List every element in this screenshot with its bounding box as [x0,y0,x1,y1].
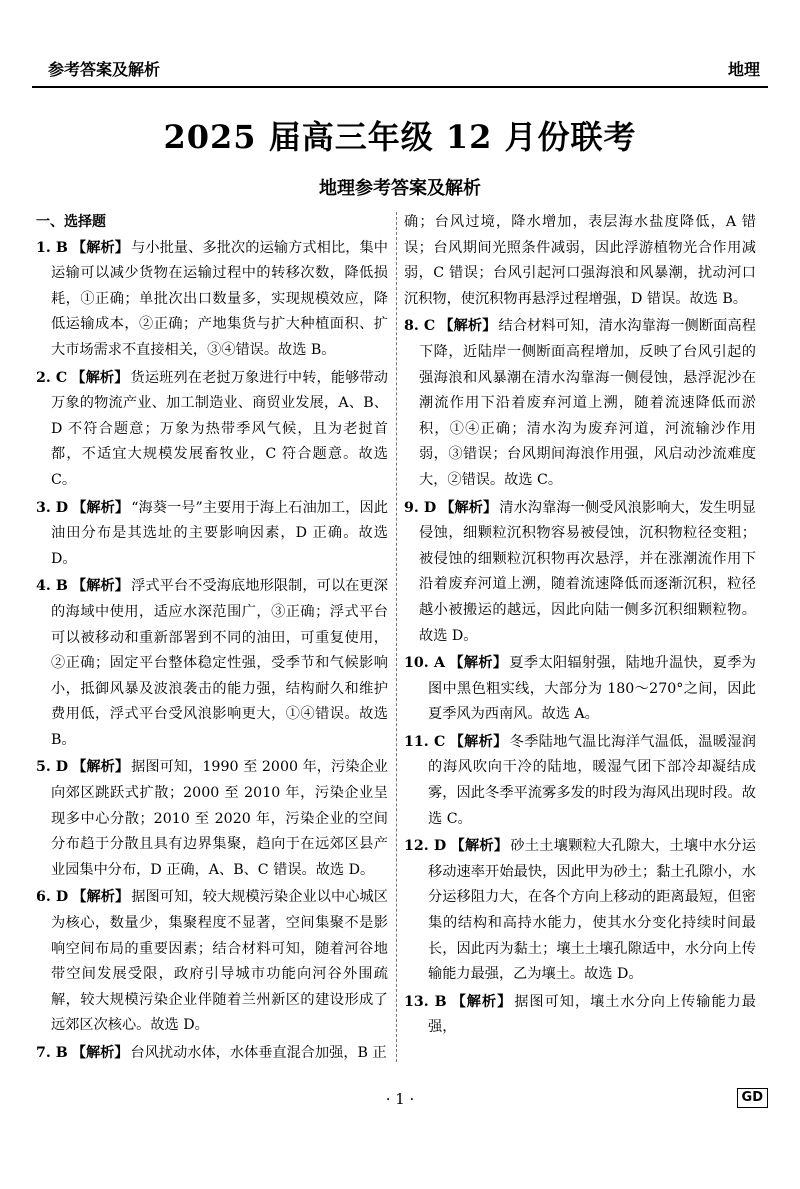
answer-number: 12. D [404,838,447,855]
analysis-tag: 【解析】 [450,838,509,855]
answer-number: 1. B [36,239,68,256]
analysis-tag: 【解析】 [71,578,130,595]
answer-number: 10. A [404,655,445,672]
analysis-tag: 【解析】 [72,889,130,906]
answer-number: 8. C [404,318,436,335]
answer-text: 结合材料可知，清水沟靠海一侧断面高程下降，近陆岸一侧断面高程增加，反映了台风引起的强海浪和风暴潮在清水沟靠海一侧侵蚀，悬浮泥沙在潮流作用下沿着废弃河道上溯，随着流速降低而淤积，①④正确；清水沟为废弃河道，河流输沙作用弱，③错误；台风期间海浪作用强，风启动沙流难度大，②错误。故选 C。 [419,318,756,488]
answer-item [404,496,756,650]
answer-text: 据图可知，1990 至 2000 年，污染企业向郊区跳跃式扩散；2000 至 2010 年，污染企业呈现多中心分散；2010 至 2020 年，污染企业的空间分布趋于分散且具有边界集聚，趋向于在远郊区县产业园集中分布，D 正确，A、B、C 错误。故选 D。 [51,759,388,878]
answer-item [36,574,388,753]
answer-number: 5. D [36,759,69,776]
analysis-tag: 【解析】 [448,655,508,672]
answer-number: 3. D [36,499,69,516]
answer-item [404,210,756,312]
analysis-tag: 【解析】 [71,369,129,386]
analysis-tag: 【解析】 [449,733,508,750]
analysis-tag: 【解析】 [450,993,513,1010]
answer-text: 冬季陆地气温比海洋气温低，温暖湿润的海风吹向干冷的陆地，暖湿气团下部冷却凝结成雾，因此冬季平流雾多发的时段为海风出现时段。故选 C。 [428,733,756,827]
analysis-tag: 【解析】 [439,318,497,335]
analysis-tag: 【解析】 [72,499,130,516]
answer-number: 7. B [36,1045,68,1061]
answer-item [404,314,756,493]
answer-text: 与小批量、多批次的运输方式相比，集中运输可以减少货物在运输过程中的转移次数，降低损耗，①正确；单批次出口数量多，实现规模效应，降低运输成本，②正确；产地集货与扩大种植面积、扩大市场需求不直接相关，③④错误。故选 B。 [51,239,388,358]
answer-item [36,236,388,364]
header-left-label: 参考答案及解析 [48,59,161,79]
answer-number: 4. B [36,578,68,595]
answer-number: 11. C [404,733,446,750]
answer-text: 清水沟靠海一侧受风浪影响大，发生明显侵蚀，细颗粒沉积物容易被侵蚀，沉积物粒径变粗；被侵蚀的细颗粒沉积物再次悬浮，并在涨潮流作用下沿着废弃河道上溯，随着流速降低而逐渐沉积，粒径越小被搬运的越远，因此向陆一侧多沉积细颗粒物。故选 D。 [419,499,756,644]
answer-item [404,651,756,728]
region-badge: GD [737,1088,768,1108]
answer-text: 确；台风过境，降水增加，表层海水盐度降低，A 错误；台风期间光照条件减弱，因此浮游植物光合作用减弱，C 错误；台风引起河口强海浪和风暴潮，扰动河口沉积物，使沉积物再悬浮过程增强，D 错误。故选 B。 [404,214,756,307]
answer-item [404,990,756,1041]
answer-text: 浮式平台不受海底地形限制，可以在更深的海域中使用，适应水深范围广，③正确；浮式平台可以被移动和重新部署到不同的油田，可重复使用，②正确；固定平台整体稳定性强，受季节和气候影响小，抵御风暴及波浪袭击的能力强，结构耐久和维护费用低，浮式平台受风浪影响更大，①④错误。故选 B。 [51,578,388,748]
answer-text: 夏季太阳辐射强，陆地升温快，夏季为图中黑色粗实线，大部分为 180～270°之间，因此夏季风为西南风。故选 A。 [428,655,756,723]
page-header [32,50,768,88]
answer-item [36,755,388,883]
answer-item [36,1041,388,1067]
answer-text: 据图可知，较大规模污染企业以中心城区为核心，数量少，集聚程度不显著，空间集聚不是影响空间布局的重要因素；结合材料可知，随着河谷地带空间发展受限，政府引导城市功能向河谷外围疏解，较大规模污染企业伴随着兰州新区的建设形成了远郊区次核心。故选 D。 [51,889,388,1034]
answer-text: 台风扰动水体，水体垂直混合加强，B 正 [130,1045,387,1061]
header-subject-label: 地理 [727,59,760,79]
section-heading: 一、选择题 [36,214,106,230]
answer-number: 13. B [404,993,447,1010]
right-column [404,210,756,1043]
answer-item [36,366,388,494]
analysis-tag: 【解析】 [71,1045,129,1061]
left-answer-list [36,236,388,1067]
document-subtitle: 地理参考答案及解析 [319,178,481,199]
answer-number: 9. D [404,499,437,516]
column-divider [396,212,397,1062]
analysis-tag: 【解析】 [71,239,130,256]
answer-item [404,730,756,832]
answer-text: “海葵一号”主要用于海上石油加工，因此油田分布是其选址的主要影响因素，D 正确。故选 D。 [51,499,388,567]
answer-text: 砂土土壤颗粒大孔隙大，土壤中水分运移动速率开始最快，因此甲为砂土；黏土孔隙小，水分运移阻力大，在各个方向上移动的距离最短，但密集的结构和高持水能力，使其水分变化持续时间最长，因此丙为黏土；壤土土壤孔隙适中，水分向上传输能力最强，乙为壤土。故选 D。 [428,838,756,983]
answer-number: 6. D [36,889,69,906]
answer-item [404,834,756,988]
analysis-tag: 【解析】 [72,759,130,776]
left-column [36,210,388,1069]
answer-text: 货运班列在老挝万象进行中转，能够带动万象的物流产业、加工制造业、商贸业发展，A、B、D 不符合题意；万象为热带季风气候，且为老挝首都，不适宜大规模发展畜牧业，C 符合题意。故选 C。 [51,369,388,488]
answer-item [36,885,388,1039]
right-answer-list [404,210,756,1041]
document-title: 2025 届高三年级 12 月份联考 [163,118,637,156]
page-number: · 1 · [385,1090,415,1108]
analysis-tag: 【解析】 [440,499,498,516]
answer-text: 据图可知，壤土水分向上传输能力最强， [428,993,756,1036]
answer-number: 2. C [36,369,68,386]
answer-item [36,496,388,573]
